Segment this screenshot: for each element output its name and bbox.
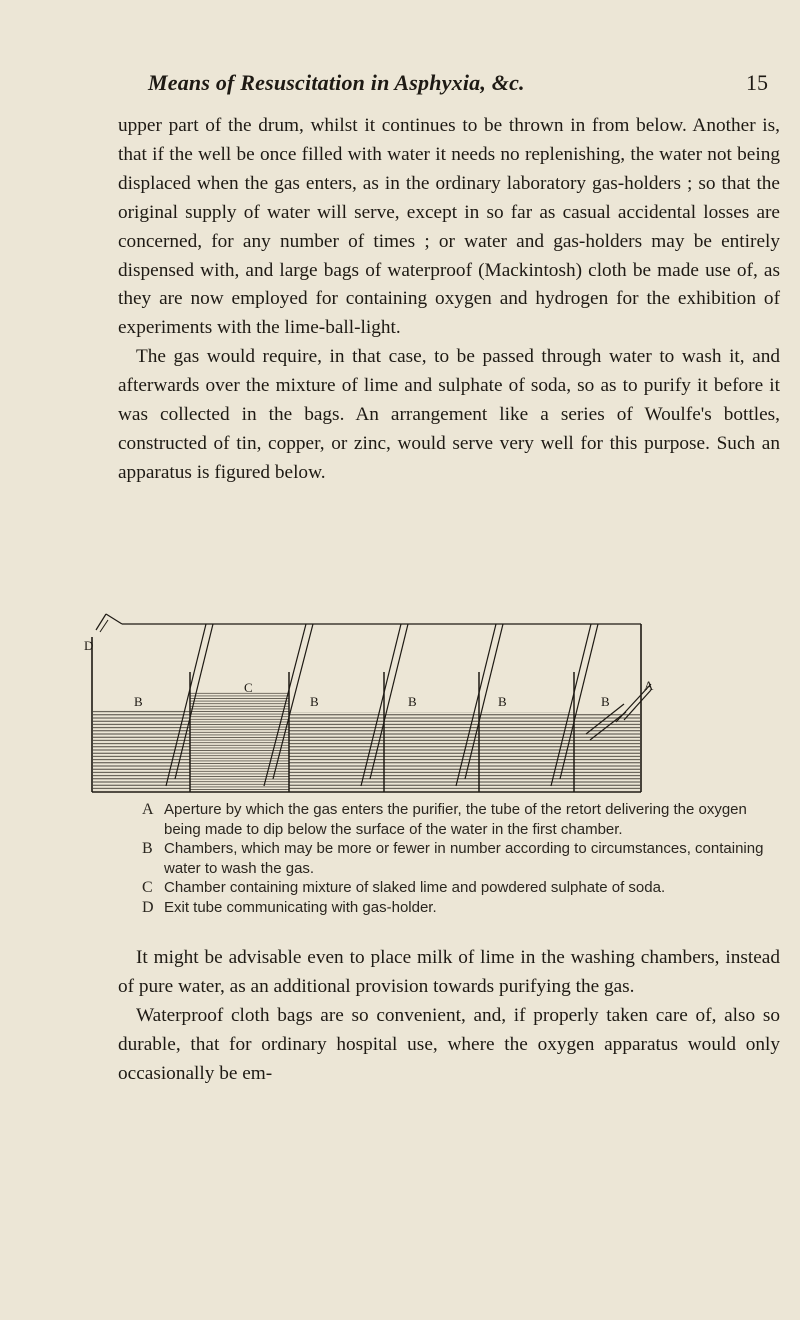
label-c: C [244,680,253,695]
caption-item-a [142,800,782,839]
caption-text: Exit tube communicating with gas-holder. [164,898,437,916]
figure-caption [142,800,782,918]
text-block-bottom [118,944,780,1089]
chamber-b5-water [574,714,640,791]
paragraph-4: Waterproof cloth bags are so convenient, and, if properly taken care of, also so durable, that for ordinary hospital use, where the oxygen apparatus would only occasionally be em- [118,1004,780,1084]
label-b3: B [408,694,417,709]
caption-key: A [142,801,154,818]
caption-text: Chamber containing mixture of slaked lime and powdered sulphate of soda. [164,879,666,897]
running-header [118,70,778,104]
label-b5: B [601,694,610,709]
label-b2: B [310,694,319,709]
apparatus-figure [84,614,696,794]
label-a: A [644,678,654,693]
text-block-top [118,112,780,488]
caption-item-d [142,898,782,918]
caption-item-c [142,878,782,898]
page-number: 15 [746,70,768,95]
paragraph-1: upper part of the drum, whilst it continues to be thrown in from below. Another is, that if the well be once filled with water it needs no replenishing, the water not being displaced when the gas enters, as in the ordinary laboratory gas-holders ; so that the original supply of water will serve, except in so far as casual accidental losses are concerned, for any number of times ; or water and gas-holders may be entirely dispensed with, and large bags of waterproof (Mackintosh) cloth be made use of, as they are now employed for containing oxygen and hydrogen for the exhibition of experiments with the lime-ball-light. [118,115,780,339]
label-b1: B [134,694,143,709]
exit-tube-d [96,614,641,632]
paragraph-3: It might be advisable even to place milk of lime in the washing chambers, instead of pure water, as an additional provision towards purifying the gas. [118,947,780,997]
label-d: D [84,638,94,653]
caption-item-b [142,839,782,878]
running-title: Means of Resuscitation in Asphyxia, &c. [148,70,525,95]
caption-key: B [142,840,153,858]
caption-text: Aperture by which the gas enters the purifier, the tube of the retort delivering the oxygen being made to dip below the surface of the water in the first chamber. [164,801,747,838]
caption-key: C [142,879,153,897]
caption-key: D [142,898,154,916]
label-b4: B [498,694,507,709]
paragraph-2: The gas would require, in that case, to be passed through water to wash it, and afterwards over the mixture of lime and sulphate of soda, so as to purify it before it was collected in the bags. An arrangement like a series of Woulfe's bottles, constructed of tin, copper, or zinc, would serve very well for this purpose. Such an apparatus is figured below. [118,346,780,483]
caption-text: Chambers, which may be more or fewer in number according to circumstances, containing water to wash the gas. [164,840,764,877]
